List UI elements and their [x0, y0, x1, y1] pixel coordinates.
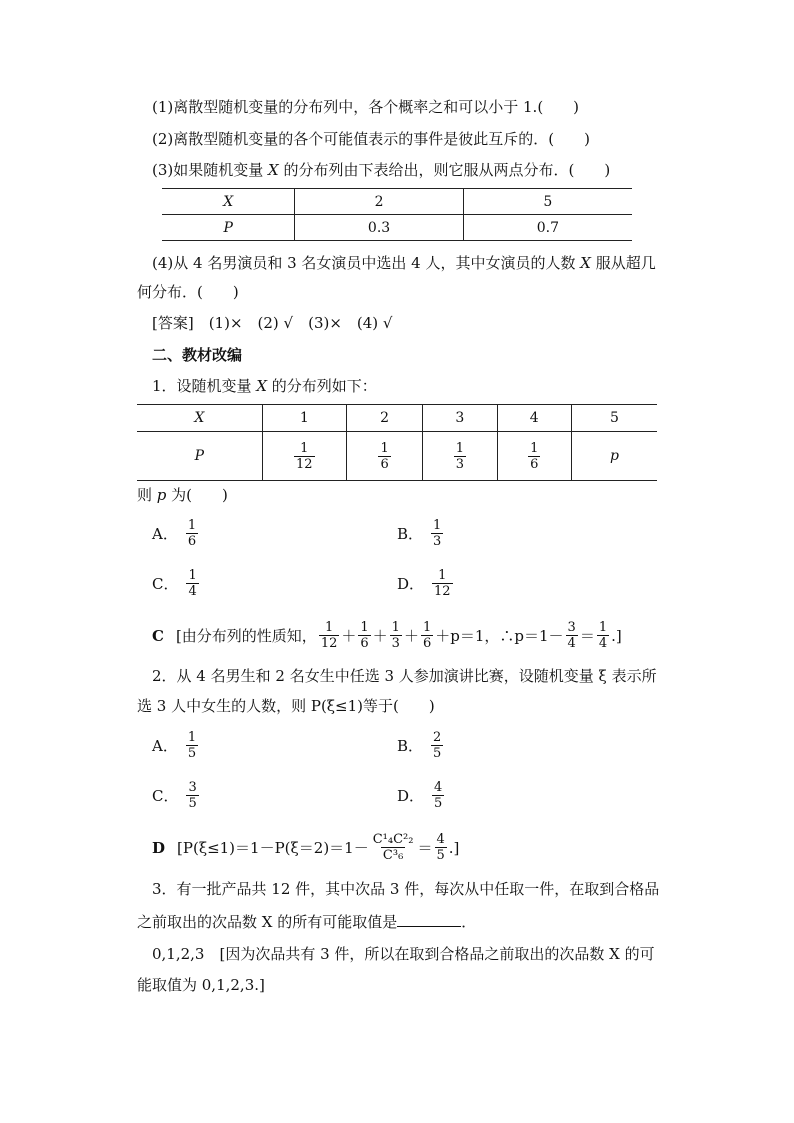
table-cell: [346, 432, 422, 481]
table-row: [137, 405, 657, 432]
fraction-numerator: 1: [380, 440, 389, 456]
option-d: [397, 780, 446, 811]
solution-equals: ＝: [579, 626, 595, 645]
fraction-numerator: 3: [567, 620, 576, 635]
solution-equation: ＋p＝1，∴p＝1－: [435, 626, 564, 645]
fraction-denominator: 5: [433, 746, 442, 761]
fraction-numerator: 3: [188, 780, 197, 795]
problem3-line1: 3．有一批产品共 12 件，其中次品 3 件，每次从中任取一件，在取到合格品: [152, 880, 660, 898]
problem1-solution: C [由分布列的性质知， $\frac{1}{12}$ ＋ $\frac{1}{6}$ ＋ $\frac{1}{3}$ ＋ $\frac{1}{6}$ ＋p＝1，∴p＝1－ $\frac{3}{4}$ ＝ $\frac{1}{4}$ .]: [152, 620, 622, 651]
solution-letter: D: [152, 838, 166, 857]
fraction-denominator: 3: [455, 456, 465, 472]
q4-text-pre: (4)从 4 名男演员和 3 名女演员中选出 4 人，其中女演员的人数: [152, 254, 581, 272]
fraction: [566, 620, 578, 651]
fraction: [432, 780, 444, 811]
option-label: C．: [152, 574, 179, 593]
fraction-denominator: 3: [391, 636, 400, 651]
fraction-numerator: C¹₄C²₂: [372, 832, 414, 847]
option-a: [152, 730, 200, 761]
fraction-denominator: 4: [188, 584, 197, 599]
option-label: B．: [397, 524, 424, 543]
table-cell: [497, 432, 571, 481]
fraction-denominator: 5: [436, 848, 445, 863]
table-cell: 4: [497, 405, 571, 432]
table-cell: 0.7: [463, 215, 632, 241]
fraction: [319, 620, 340, 651]
judgment-q4-line2: 何分布．( ): [137, 283, 239, 301]
fraction: [186, 518, 198, 549]
table-cell: 1: [262, 405, 346, 432]
problem2-line1: 2．从 4 名男生和 2 名女生中任选 3 人参加演讲比赛，设随机变量 ξ 表示所: [152, 667, 657, 685]
option-b: [397, 518, 445, 549]
fraction: [528, 441, 540, 472]
problem3-line2: [137, 912, 476, 932]
fraction: [431, 730, 443, 761]
table-cell: [423, 432, 497, 481]
option-label: D．: [397, 786, 425, 805]
p1-ask-post: 为( ): [166, 486, 228, 504]
table-cell: p: [571, 432, 657, 481]
table-cell: [262, 432, 346, 481]
two-point-table: [162, 188, 632, 241]
fraction-numerator: 1: [455, 440, 465, 456]
solution-end: .]: [611, 626, 622, 645]
fraction-numerator: 1: [324, 620, 334, 635]
fraction-numerator: 4: [436, 832, 445, 847]
p1-stem-pre: 1．设随机变量: [152, 377, 257, 395]
q3-text-pre: (3)如果随机变量: [152, 161, 269, 179]
p1-stem-variable: X: [256, 377, 267, 395]
fraction-numerator: 1: [187, 518, 197, 533]
judgment-q4-line1: [152, 253, 656, 273]
judgment-q2: (2)离散型随机变量的各个可能值表示的事件是彼此互斥的．( ): [152, 130, 590, 148]
solution-text: [P(ξ≤1)＝1－P(ξ＝2)＝1－: [177, 838, 369, 857]
section-heading: 二、教材改编: [152, 346, 243, 364]
solution-text: [由分布列的性质知，: [175, 626, 317, 645]
option-c: [152, 780, 201, 811]
q4-text-post: 服从超几: [590, 254, 656, 272]
p1-ask-pre: 则: [137, 486, 157, 504]
judgment-answer: [答案] (1)× (2) √ (3)× (4) √: [152, 314, 393, 332]
option-label: A．: [152, 524, 178, 543]
fraction-denominator: 4: [598, 636, 608, 651]
table-cell: P: [137, 432, 262, 481]
fraction-denominator: 6: [187, 534, 197, 549]
distribution-table: [137, 404, 657, 481]
table-cell: P: [162, 215, 295, 241]
problem1-stem: [152, 376, 377, 396]
fraction-numerator: 1: [300, 440, 309, 456]
table-cell: 5: [463, 189, 632, 215]
fraction-denominator: 6: [530, 456, 539, 472]
fraction: [421, 620, 433, 651]
judgment-q3: [152, 160, 610, 180]
fraction: [186, 730, 198, 761]
p1-ask-variable: p: [156, 486, 167, 504]
fraction-numerator: 1: [422, 620, 432, 635]
p3-text-pre: 之前取出的次品数 X 的所有可能取值是: [137, 913, 398, 931]
fraction: [371, 832, 416, 863]
p3-text-post: ．: [461, 913, 477, 931]
solution-equals: ＝: [417, 838, 433, 857]
fraction: [358, 620, 370, 651]
table-row: [137, 432, 657, 481]
option-label: A．: [152, 736, 178, 755]
fraction-denominator: 6: [380, 456, 389, 472]
fraction: [186, 568, 198, 599]
fraction-numerator: 1: [187, 730, 197, 745]
fraction: [294, 441, 315, 472]
fraction-denominator: C³₆: [382, 848, 404, 863]
fraction-numerator: 1: [438, 568, 447, 583]
fraction-numerator: 2: [433, 730, 442, 745]
fraction-numerator: 1: [598, 620, 608, 635]
table-cell: 0.3: [295, 215, 463, 241]
fraction-numerator: 1: [530, 440, 539, 456]
fraction-denominator: 4: [567, 636, 576, 651]
fraction-denominator: 5: [434, 796, 443, 811]
fraction-denominator: 5: [188, 796, 197, 811]
problem3-answer-line2: 能取值为 0,1,2,3.]: [137, 976, 265, 994]
table-row: [162, 215, 632, 241]
fraction: [435, 832, 447, 863]
q4-variable: X: [580, 254, 591, 272]
fraction-denominator: 12: [320, 636, 338, 651]
q3-text-post: 的分布列由下表给出，则它服从两点分布．( ): [278, 161, 611, 179]
fraction: [186, 780, 198, 811]
table-cell: 2: [346, 405, 422, 432]
option-d: [397, 568, 455, 599]
option-b: [397, 730, 445, 761]
fraction-denominator: 3: [433, 534, 442, 549]
table-cell: X: [137, 405, 262, 432]
table-cell: 2: [295, 189, 463, 215]
q3-variable: X: [268, 161, 279, 179]
fraction-numerator: 1: [188, 568, 197, 583]
fraction: [390, 620, 402, 651]
table-cell: X: [162, 189, 295, 215]
fraction: [597, 620, 609, 651]
answer-blank[interactable]: [397, 912, 461, 927]
solution-end: .]: [448, 838, 460, 857]
fraction-numerator: 1: [433, 518, 442, 533]
fraction-denominator: 6: [360, 636, 369, 651]
fraction-numerator: 4: [434, 780, 443, 795]
table-row: [162, 189, 632, 215]
fraction-numerator: 1: [360, 620, 369, 635]
solution-letter: C: [152, 626, 164, 645]
problem1-ask: [137, 485, 228, 505]
problem2-line2: 选 3 人中女生的人数，则 P(ξ≤1)等于( ): [137, 697, 435, 715]
option-label: D．: [397, 574, 425, 593]
p1-stem-post: 的分布列如下：: [267, 377, 377, 395]
table-cell: 5: [571, 405, 657, 432]
option-c: [152, 568, 201, 599]
table-cell: 3: [423, 405, 497, 432]
problem2-solution: [152, 832, 459, 863]
option-label: B．: [397, 736, 424, 755]
problem3-answer-line1: 0,1,2,3 [因为次品共有 3 件，所以在取到合格品之前取出的次品数 X 的可: [152, 945, 655, 963]
option-a: [152, 518, 200, 549]
judgment-q1: (1)离散型随机变量的分布列中，各个概率之和可以小于 1.( ): [152, 98, 580, 116]
fraction-denominator: 12: [296, 456, 313, 472]
fraction-denominator: 6: [422, 636, 432, 651]
fraction-numerator: 1: [391, 620, 400, 635]
fraction: [432, 568, 453, 599]
fraction: [431, 518, 443, 549]
option-label: C．: [152, 786, 179, 805]
fraction: [454, 441, 466, 472]
fraction-denominator: 12: [434, 584, 451, 599]
fraction: [378, 441, 390, 472]
fraction-denominator: 5: [187, 746, 197, 761]
